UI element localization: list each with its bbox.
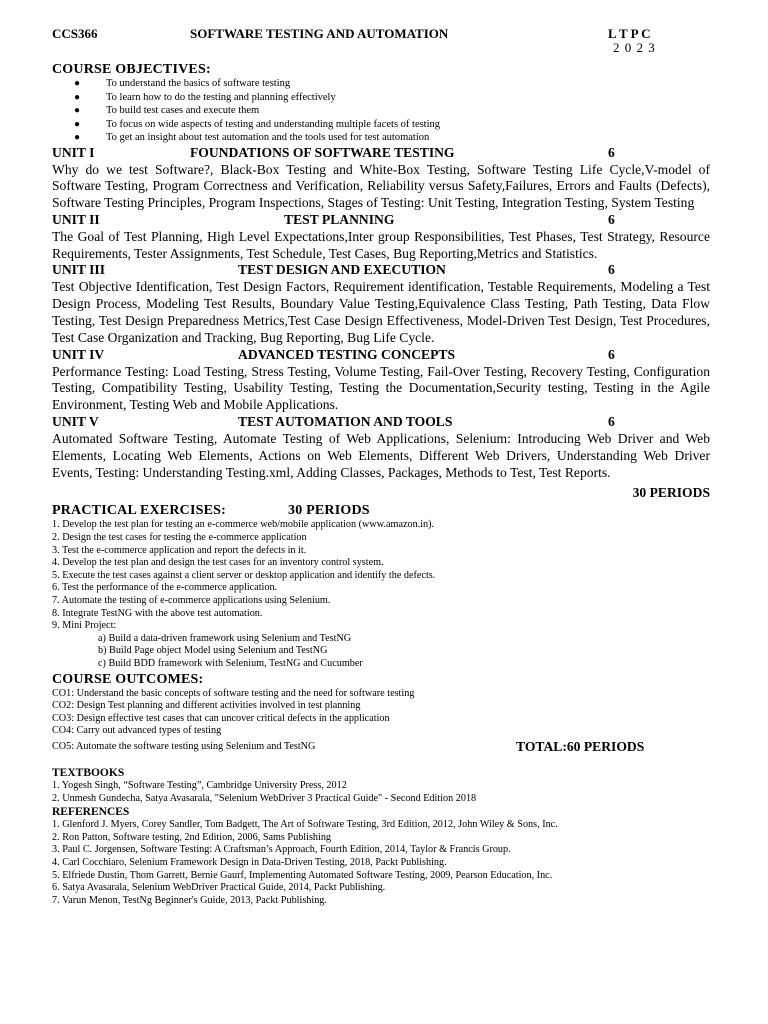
- unit-heading: [52, 212, 710, 229]
- list-item: ● To understand the basics of software testing: [74, 78, 291, 89]
- list-item: 1. Yogesh Singh, “Software Testing”, Cambridge University Press, 2012: [52, 779, 347, 791]
- practical-periods: 30 PERIODS: [288, 503, 370, 519]
- list-item: 1. Glenford J. Myers, Corey Sandler, Tom Badgett, The Art of Software Testing, 3rd Edition, 2012, John Wiley & Sons, Inc.: [52, 819, 558, 831]
- bullet-icon: ●: [74, 78, 81, 89]
- unit-content: Automated Software Testing, Automate Testing of Web Applications, Selenium: Introducing Web Driver and Web Elements, Locating Web Elements, Actions on Web Elements, Different Web Drivers, Understanding Web Driver Events, Testing: Understanding Testing.xml, Adding Classes, Packages, Methods to Test, Test Reports.: [52, 431, 710, 480]
- unit-number: UNIT V: [52, 414, 99, 430]
- objectives-heading: COURSE OBJECTIVES:: [52, 62, 211, 77]
- list-item: 1. Develop the test plan for testing an e-commerce web/mobile application (www.amazon.in).: [52, 519, 435, 531]
- practical-heading: PRACTICAL EXERCISES:: [52, 503, 226, 519]
- theory-periods: 30 PERIODS: [632, 485, 710, 501]
- practical-heading-row: [52, 503, 710, 519]
- course-code: CCS366: [52, 26, 98, 41]
- unit-number: UNIT I: [52, 144, 95, 160]
- unit-title: TEST DESIGN AND EXECUTION: [238, 262, 446, 278]
- unit-hours: 6: [608, 262, 615, 278]
- outcomes-list: [52, 688, 710, 756]
- list-item: CO1: Understand the basic concepts of software testing and the need for software testing: [52, 687, 415, 699]
- unit-heading: [52, 262, 710, 279]
- textbooks-list: [52, 780, 710, 805]
- ltpc-label: L T P C: [608, 26, 651, 41]
- unit-content: The Goal of Test Planning, High Level Expectations,Inter group Responsibilities, Test Phases, Test Strategy, Resource Requirements, Tester Assignments, Test Schedule, Test Cases, Bug Reporting,Metrics and Statistics.: [52, 228, 710, 261]
- unit-content: Why do we test Software?, Black-Box Testing and White-Box Testing, Software Testing Life Cycle,V-model of Software Testing, Program Correctness and Verification, Reliability versus Safety,Failures, Errors and Faults (Defects), Software Testing Principles, Program Inspections, Stages of Testing: Unit Testing, Integration Testing, System Testing: [52, 161, 710, 211]
- list-item: 2. Ron Patton, Software testing, 2nd Edition, 2006, Sams Publishing: [52, 831, 332, 843]
- unit-content: Performance Testing: Load Testing, Stress Testing, Volume Testing, Fail-Over Testing, Recovery Testing, Configuration Testing, Compatibility Testing, Usability Testing, Testing the Documentation,Security testing, Testing in the Agile Environment, Testing Web and Mobile Applications.: [52, 363, 710, 413]
- list-item: 2. Design the test cases for testing the e-commerce application: [52, 532, 307, 544]
- unit-hours: 6: [608, 144, 615, 160]
- unit-title: FOUNDATIONS OF SOFTWARE TESTING: [190, 144, 455, 160]
- syllabus-page: [52, 26, 710, 907]
- list-item: 5. Execute the test cases against a client server or desktop application and identify the defects.: [52, 569, 436, 581]
- unit-number: UNIT III: [52, 262, 106, 278]
- unit-heading: [52, 414, 710, 431]
- bullet-icon: ●: [74, 91, 81, 103]
- list-item: 9. Mini Project:: [52, 620, 117, 632]
- list-item: ● To focus on wide aspects of testing and understanding multiple facets of testing: [74, 118, 441, 130]
- objectives-list: [52, 77, 710, 145]
- list-item: 4. Develop the test plan and design the test cases for an inventory control system.: [52, 557, 384, 569]
- unit-hours: 6: [608, 211, 615, 227]
- references-list: [52, 819, 710, 907]
- list-item: b) Build Page object Model using Selenium and TestNG: [98, 645, 328, 657]
- list-item: 4. Carl Cocchiaro, Selenium Framework Design in Data-Driven Testing, 2018, Packt Publishing.: [52, 856, 447, 868]
- unit-hours: 6: [608, 346, 615, 362]
- ltpc-row: [52, 42, 710, 56]
- outcomes-heading: COURSE OUTCOMES:: [52, 671, 204, 687]
- bullet-icon: ●: [74, 105, 81, 116]
- unit-title: TEST AUTOMATION AND TOOLS: [238, 414, 453, 430]
- list-item: a) Build a data-driven framework using Selenium and TestNG: [98, 632, 352, 644]
- bullet-icon: ●: [74, 132, 81, 143]
- textbooks-heading: TEXTBOOKS: [52, 766, 125, 779]
- list-item: 6. Satya Avasarala, Selenium WebDriver Practical Guide, 2014, Packt Publishing.: [52, 882, 386, 894]
- list-item: CO3: Design effective test cases that can uncover critical defects in the application: [52, 712, 390, 724]
- total-periods: TOTAL:60 PERIODS: [516, 738, 645, 754]
- list-item: CO4: Carry out advanced types of testing: [52, 725, 222, 737]
- list-item: 6. Test the performance of the e-commerce application.: [52, 582, 278, 594]
- unit-title: ADVANCED TESTING CONCEPTS: [238, 346, 456, 362]
- list-item: 5. Elfriede Dustin, Thom Garrett, Bernie Gaurf, Implementing Automated Software Testing, 2009, Pearson Education, Inc.: [52, 869, 553, 881]
- list-item: 7. Automate the testing of e-commerce applications using Selenium.: [52, 595, 331, 607]
- unit-title: TEST PLANNING: [284, 211, 395, 227]
- list-item: 7. Varun Menon, TestNg Beginner's Guide, 2013, Packt Publishing.: [52, 894, 327, 906]
- unit-hours: 6: [608, 414, 615, 430]
- course-title: SOFTWARE TESTING AND AUTOMATION: [190, 26, 449, 41]
- list-item: 3. Paul C. Jorgensen, Software Testing: A Craftsman’s Approach, Fourth Edition, 2014, Taylor & Francis Group.: [52, 844, 511, 856]
- unit-heading: [52, 145, 710, 162]
- unit-number: UNIT IV: [52, 346, 105, 362]
- list-item: CO2: Design Test planning and different activities involved in test planning: [52, 700, 361, 712]
- list-item: ● To learn how to do the testing and planning effectively: [74, 91, 336, 103]
- practical-list: [52, 519, 710, 670]
- unit-heading: [52, 347, 710, 364]
- list-item: c) Build BDD framework with Selenium, TestNG and Cucumber: [98, 657, 363, 669]
- list-item: ● To build test cases and execute them: [74, 105, 260, 116]
- list-item: 2. Unmesh Gundecha, Satya Avasarala, "Selenium WebDriver 3 Practical Guide" - Second Edition 2018: [52, 792, 477, 804]
- list-item: ● To get an insight about test automation and the tools used for test automation: [74, 132, 430, 143]
- list-item: CO5: Automate the software testing using Selenium and TestNG TOTAL:60 PERIODS: [52, 738, 645, 754]
- unit-number: UNIT II: [52, 211, 100, 227]
- references-heading: REFERENCES: [52, 806, 130, 819]
- list-item: 3. Test the e-commerce application and report the defects in it.: [52, 544, 307, 556]
- bullet-icon: ●: [74, 118, 81, 130]
- unit-content: Test Objective Identification, Test Design Factors, Requirement identification, Testable Requirements, Modeling a Test Design Process, Modeling Test Results, Boundary Value Testing,Equivalence Class Testing, Path Testing, Data Flow Testing, Test Design Preparedness Metrics,Test Case Design Effectiveness, Model-Driven Test Design, Test Procedures, Test Case Organization and Tracking, Bug Reporting, Bug Life Cycle.: [52, 279, 710, 345]
- course-header: [52, 26, 710, 42]
- ltpc-values: 2 0 2 3: [613, 40, 656, 55]
- list-item: 8. Integrate TestNG with the above test automation.: [52, 607, 263, 619]
